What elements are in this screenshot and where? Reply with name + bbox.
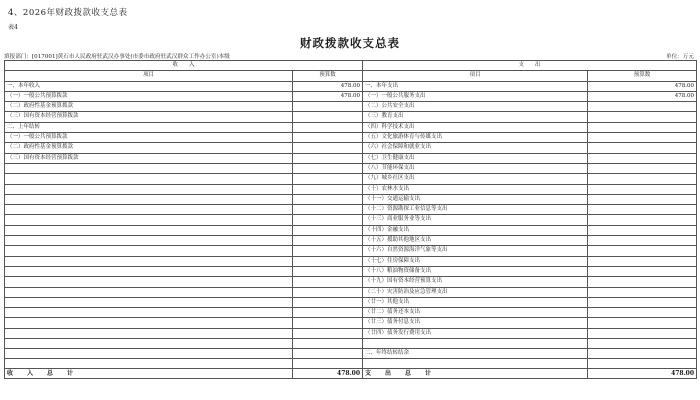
expense-item-cell (363, 359, 588, 369)
expense-value-cell (588, 215, 697, 225)
expense-value-cell (588, 246, 697, 256)
income-budget-header: 预算数 (293, 71, 363, 81)
income-group-header: 收 入 (5, 61, 363, 71)
income-value-cell (293, 102, 363, 112)
table-row (5, 205, 697, 215)
expense-value-cell (588, 205, 697, 215)
expense-item-cell: （三）教育支出 (363, 112, 588, 122)
table-row (5, 359, 697, 369)
table-row (5, 287, 697, 297)
expense-value-cell (588, 102, 697, 112)
expense-value-cell (588, 225, 697, 235)
income-item-cell: （一）一般公共预算拨款 (5, 133, 293, 143)
income-value-cell (293, 318, 363, 328)
expense-item-cell: （六）社会保障和就业支出 (363, 143, 588, 153)
expense-item-cell: （四）科学技术支出 (363, 122, 588, 132)
income-value-cell (293, 287, 363, 297)
income-item-cell (5, 256, 293, 266)
table-row (5, 194, 697, 204)
income-item-cell (5, 308, 293, 318)
expense-item-cell: （廿三）债务付息支出 (363, 318, 588, 328)
filing-department: 填报部门：[017001]黄石市人民政府驻武汉办事处(市委市政府驻武汉群众工作办公室)本级 (4, 54, 230, 60)
expense-item-cell (363, 339, 588, 349)
table-row (5, 215, 697, 225)
expense-value-cell (588, 308, 697, 318)
table-row (5, 348, 697, 358)
income-value-cell (293, 153, 363, 163)
table-row (5, 297, 697, 307)
table-row (5, 339, 697, 349)
currency-unit: 单位：万元 (666, 54, 694, 60)
expense-item-cell: （廿四）债务发行费用支出 (363, 328, 588, 338)
page-title: 财政拨款收支总表 (300, 36, 400, 50)
table-row (5, 225, 697, 235)
income-item-cell (5, 236, 293, 246)
expense-budget-header: 预算数 (588, 71, 697, 81)
budget-summary-table (4, 60, 697, 379)
income-item-cell (5, 277, 293, 287)
income-item-cell (5, 184, 293, 194)
expense-item-cell: （十六）自然资源海洋气象等支出 (363, 246, 588, 256)
table-row (5, 256, 697, 266)
expense-value-cell (588, 266, 697, 276)
expense-item-cell: （十五）援助其他地区支出 (363, 236, 588, 246)
expense-item-cell: （廿二）债务还本支出 (363, 308, 588, 318)
income-item-cell (5, 339, 293, 349)
table-row (5, 143, 697, 153)
income-item-cell (5, 287, 293, 297)
income-item-cell (5, 225, 293, 235)
table-row (5, 318, 697, 328)
expense-group-header: 支 出 (363, 61, 697, 71)
income-item-cell (5, 174, 293, 184)
expense-value-cell (588, 153, 697, 163)
expense-item-cell: 一、本年支出 (363, 81, 588, 91)
income-value-cell (293, 256, 363, 266)
table-row (5, 133, 697, 143)
expense-value-cell (588, 277, 697, 287)
table-row (5, 81, 697, 91)
expense-item-cell: 二、年终结转结余 (363, 348, 588, 358)
income-item-cell (5, 205, 293, 215)
expense-item-cell: （十二）资源勘探工业信息等支出 (363, 205, 588, 215)
income-value-cell (293, 308, 363, 318)
expense-item-cell: （二）公共安全支出 (363, 102, 588, 112)
expense-total-label: 支 出 总 计 (363, 369, 588, 379)
table-row (5, 102, 697, 112)
expense-value-cell (588, 194, 697, 204)
income-item-cell (5, 328, 293, 338)
expense-value-cell (588, 348, 697, 358)
expense-item-cell: （廿一）其他支出 (363, 297, 588, 307)
totals-row (5, 369, 697, 379)
income-value-cell (293, 174, 363, 184)
income-value-cell: 478.00 (293, 81, 363, 91)
expense-value-cell (588, 143, 697, 153)
income-item-header: 项目 (5, 71, 293, 81)
income-value-cell (293, 163, 363, 173)
expense-value-cell: 478.00 (588, 91, 697, 101)
table-row (5, 122, 697, 132)
table-row (5, 277, 697, 287)
expense-value-cell (588, 318, 697, 328)
income-total-label: 收 入 总 计 (5, 369, 293, 379)
expense-item-cell: （一）一般公共服务支出 (363, 91, 588, 101)
expense-item-cell: （十八）粮油物资储备支出 (363, 266, 588, 276)
income-value-cell (293, 184, 363, 194)
expense-value-cell (588, 359, 697, 369)
expense-item-header: 项目 (363, 71, 588, 81)
income-item-cell (5, 215, 293, 225)
table-row (5, 236, 697, 246)
income-item-cell (5, 297, 293, 307)
expense-item-cell: （十三）商业服务业等支出 (363, 215, 588, 225)
income-value-cell (293, 225, 363, 235)
expense-item-cell: （十四）金融支出 (363, 225, 588, 235)
expense-item-cell: （七）卫生健康支出 (363, 153, 588, 163)
income-item-cell (5, 163, 293, 173)
income-item-cell (5, 266, 293, 276)
expense-value-cell (588, 122, 697, 132)
table-row (5, 163, 697, 173)
table-row (5, 266, 697, 276)
expense-item-cell: （五）文化旅游体育与传媒支出 (363, 133, 588, 143)
expense-value-cell (588, 133, 697, 143)
income-value-cell (293, 205, 363, 215)
table-row (5, 328, 697, 338)
income-item-cell: 二、上年结转 (5, 122, 293, 132)
income-item-cell (5, 246, 293, 256)
income-value-cell: 478.00 (293, 91, 363, 101)
table-row (5, 153, 697, 163)
expense-value-cell (588, 287, 697, 297)
expense-value-cell (588, 174, 697, 184)
expense-value-cell (588, 297, 697, 307)
income-value-cell (293, 112, 363, 122)
income-total-value: 478.00 (293, 369, 363, 379)
income-value-cell (293, 266, 363, 276)
table-row (5, 112, 697, 122)
income-item-cell: （一）一般公共预算拨款 (5, 91, 293, 101)
income-value-cell (293, 277, 363, 287)
expense-total-value: 478.00 (588, 369, 697, 379)
expense-item-cell: （十七）住房保障支出 (363, 256, 588, 266)
income-value-cell (293, 246, 363, 256)
income-item-cell (5, 318, 293, 328)
expense-value-cell (588, 163, 697, 173)
expense-value-cell (588, 112, 697, 122)
section-title: 4、2026年财政拨款收支总表 (8, 8, 128, 18)
income-value-cell (293, 143, 363, 153)
table-row (5, 184, 697, 194)
income-item-cell: （二）政府性基金预算拨款 (5, 102, 293, 112)
income-value-cell (293, 339, 363, 349)
income-item-cell: （二）政府性基金预算拨款 (5, 143, 293, 153)
income-item-cell: （三）国有资本经营预算拨款 (5, 112, 293, 122)
table-row (5, 246, 697, 256)
table-row (5, 308, 697, 318)
column-header-row (5, 71, 697, 81)
income-item-cell (5, 194, 293, 204)
expense-item-cell: （十）农林水支出 (363, 184, 588, 194)
table-row (5, 91, 697, 101)
expense-item-cell: （十一）交通运输支出 (363, 194, 588, 204)
income-item-cell (5, 348, 293, 358)
income-value-cell (293, 122, 363, 132)
income-item-cell: （三）国有资本经营预算拨款 (5, 153, 293, 163)
group-header-row (5, 61, 697, 71)
expense-item-cell: （十九）国有资本经营预算支出 (363, 277, 588, 287)
expense-item-cell: （九）城乡社区支出 (363, 174, 588, 184)
income-value-cell (293, 133, 363, 143)
table-row (5, 174, 697, 184)
income-value-cell (293, 348, 363, 358)
income-value-cell (293, 359, 363, 369)
income-value-cell (293, 297, 363, 307)
expense-value-cell (588, 184, 697, 194)
income-value-cell (293, 194, 363, 204)
income-value-cell (293, 215, 363, 225)
income-item-cell (5, 359, 293, 369)
income-value-cell (293, 236, 363, 246)
expense-item-cell: （二十）灾害防治及应急管理支出 (363, 287, 588, 297)
table-number: 表4 (8, 24, 18, 31)
expense-value-cell (588, 236, 697, 246)
expense-item-cell: （八）节能环保支出 (363, 163, 588, 173)
expense-value-cell (588, 256, 697, 266)
income-value-cell (293, 328, 363, 338)
expense-value-cell (588, 328, 697, 338)
income-item-cell: 一、本年收入 (5, 81, 293, 91)
expense-value-cell: 478.00 (588, 81, 697, 91)
expense-value-cell (588, 339, 697, 349)
